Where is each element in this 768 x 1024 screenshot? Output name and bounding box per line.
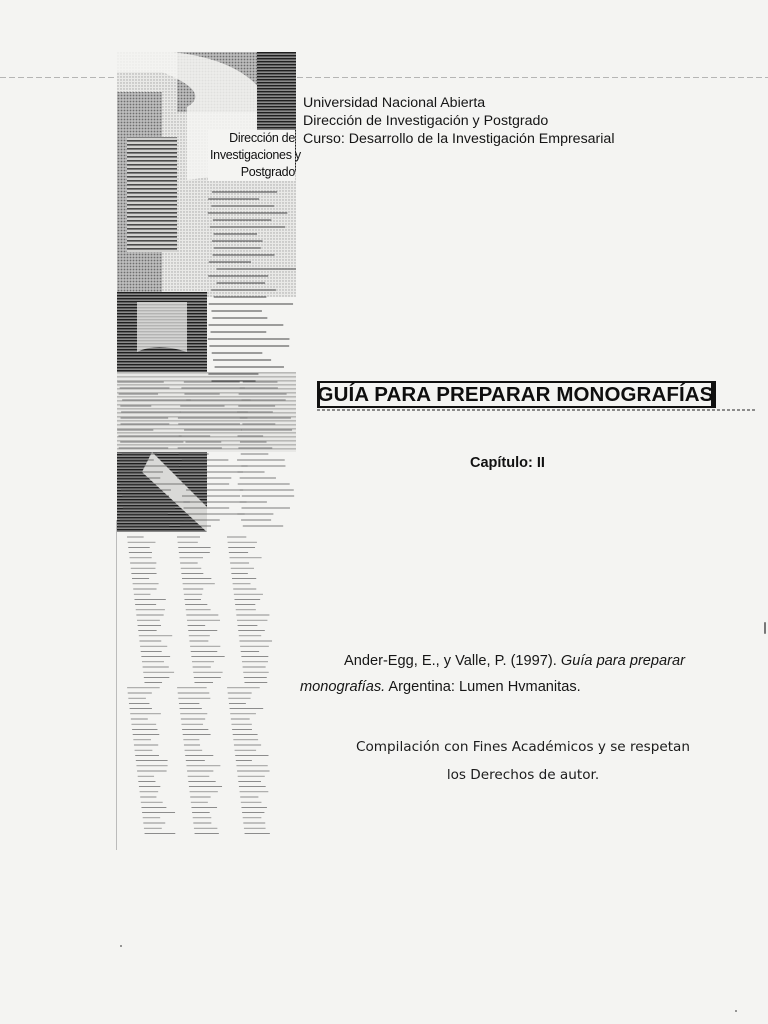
course-name: Curso: Desarrollo de la Investigación Empresarial bbox=[303, 131, 615, 147]
logo-line-3: Postgrado bbox=[208, 164, 295, 181]
department-name: Dirección de Investigación y Postgrado bbox=[303, 113, 549, 129]
citation-lead: Ander-Egg, E., y Valle, P. (1997). bbox=[344, 653, 561, 669]
copyright-notice bbox=[300, 733, 746, 789]
scan-speck bbox=[735, 1010, 737, 1012]
citation-rest: Argentina: Lumen Hvmanitas. bbox=[385, 679, 581, 695]
university-name: Universidad Nacional Abierta bbox=[303, 95, 486, 111]
scan-speck bbox=[764, 622, 766, 634]
copyright-line-1: Compilación con Fines Académicos y se respetan bbox=[356, 739, 690, 755]
logo-line-1: Dirección de bbox=[208, 130, 295, 147]
chapter-label: Capítulo: II bbox=[470, 455, 545, 471]
institution-header bbox=[303, 94, 743, 148]
citation-title-part1: Guía para preparar bbox=[560, 653, 685, 669]
bibliographic-citation bbox=[300, 648, 732, 700]
copyright-line-2: los Derechos de autor. bbox=[446, 767, 600, 783]
document-title: GUÍA PARA PREPARAR MONOGRAFÍAS bbox=[317, 382, 714, 406]
scan-rule-top bbox=[0, 77, 768, 78]
logo-text bbox=[208, 130, 301, 181]
scan-speck bbox=[120, 945, 122, 947]
citation-title-part2: monografías. bbox=[300, 679, 386, 695]
title-box bbox=[317, 381, 716, 408]
title-underline bbox=[317, 409, 757, 411]
logo-line-2: Investigaciones y bbox=[210, 148, 301, 162]
